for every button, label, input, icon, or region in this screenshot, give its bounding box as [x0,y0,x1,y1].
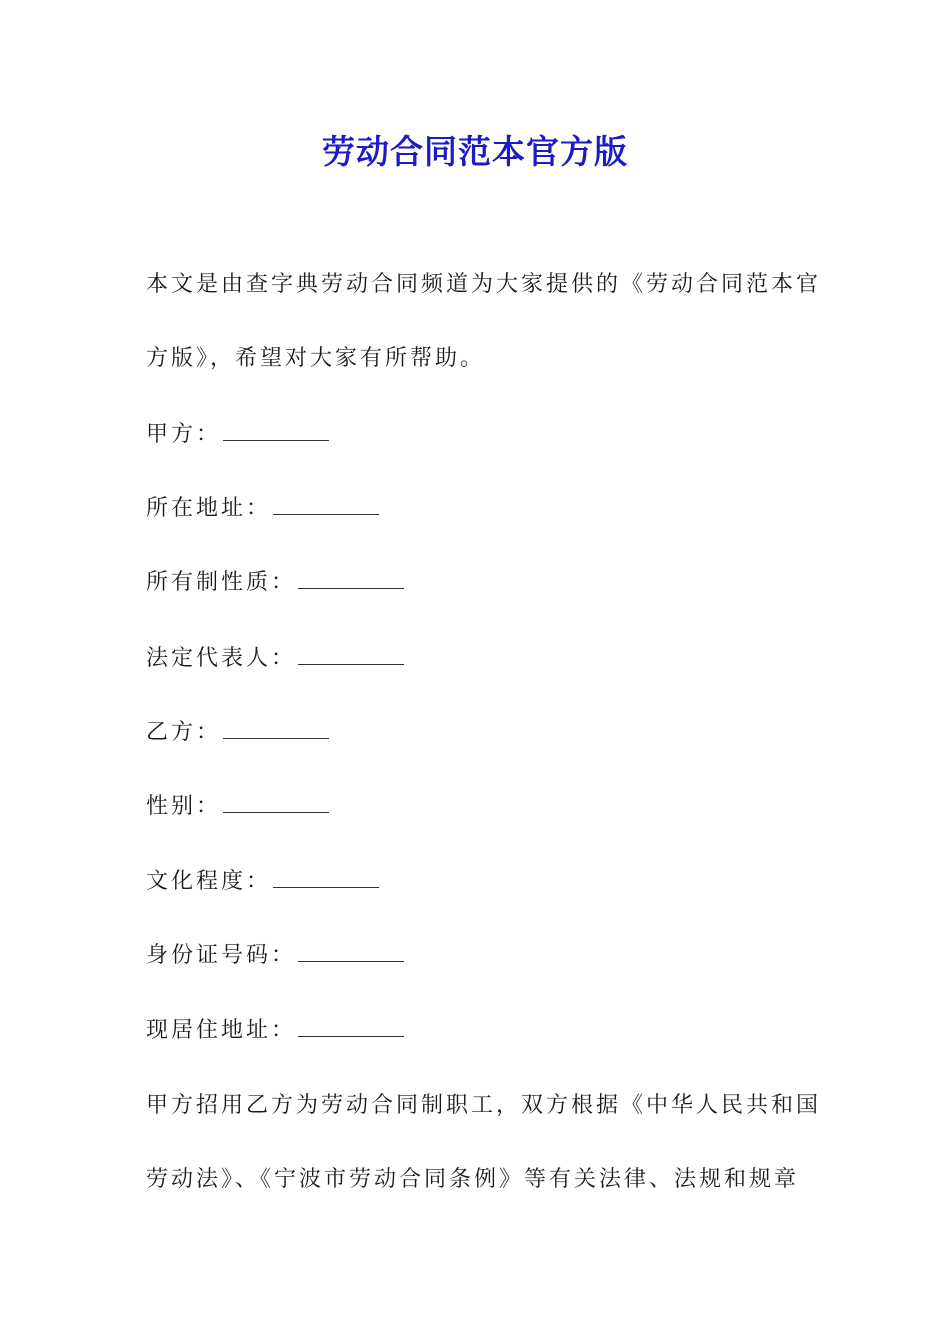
field-label: 乙方： [146,720,222,745]
fill-in-blank [223,718,329,739]
field-gender [146,791,806,823]
body-line-2: 劳动法》、《宁波市劳动合同条例》等有关法律、法规和规章 [146,1167,800,1192]
fill-in-blank [298,1016,404,1037]
fill-in-blank [298,644,404,665]
field-current-address [146,1015,806,1047]
document-title: 劳动合同范本官方版 [322,132,628,171]
field-legal-rep [146,643,806,675]
fill-in-blank [223,792,329,813]
fill-in-blank [273,494,379,515]
intro-line-1: 本文是由查字典劳动合同频道为大家提供的《劳动合同范本官 [146,272,822,297]
field-label: 法定代表人： [146,646,297,671]
field-label: 所有制性质： [146,570,297,595]
field-party-b [146,717,806,749]
field-label: 身份证号码： [146,943,297,968]
body-line-1: 甲方招用乙方为劳动合同制职工，双方根据《中华人民共和国 [146,1093,822,1118]
field-ownership [146,567,806,599]
field-label: 所在地址： [146,496,272,521]
fill-in-blank [223,420,329,441]
fill-in-blank [298,941,404,962]
field-address [146,493,806,525]
field-education [146,866,806,898]
field-id-number [146,940,806,972]
field-party-a [146,419,806,451]
field-label: 现居住地址： [146,1018,297,1043]
fill-in-blank [273,867,379,888]
field-label: 文化程度： [146,869,272,894]
field-label: 性别： [146,794,222,819]
fill-in-blank [298,568,404,589]
intro-line-2: 方版》，希望对大家有所帮助。 [146,346,486,371]
field-label: 甲方： [146,422,222,447]
